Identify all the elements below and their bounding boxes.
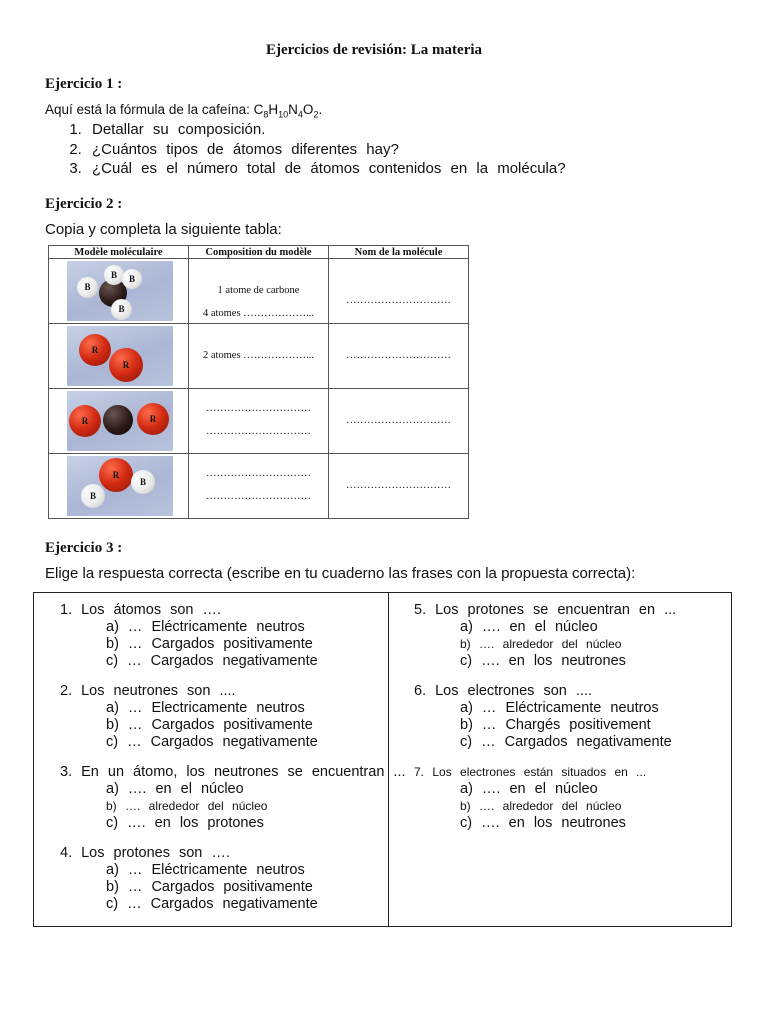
ex3-heading: Ejercicio 3 : — [45, 540, 123, 556]
quiz-option: a) … Eléctricamente neutros — [106, 862, 305, 878]
table-row — [49, 454, 469, 519]
composition-line: 4 atomes ………………... — [202, 308, 315, 319]
quiz-option: c) …. en los neutrones — [460, 653, 626, 669]
composition-line: ………………………… — [206, 468, 311, 479]
quiz-option: c) … Cargados negativamente — [106, 653, 318, 669]
atom-b: B — [131, 470, 155, 494]
methane-model-image — [67, 261, 173, 321]
molecule-model-cell — [49, 389, 189, 454]
caffeine-formula: $C_8H_{10}N_4O_2$. — [253, 102, 323, 120]
quiz-option: b) … Cargados positivamente — [106, 717, 313, 733]
triatomic-linear-model-image — [67, 391, 173, 451]
molecule-model-cell — [49, 324, 189, 389]
ex2-heading: Ejercicio 2 : — [45, 196, 123, 212]
quiz-option: a) …. en el núcleo — [106, 781, 244, 797]
bent-model-image — [67, 456, 173, 516]
quiz-option: c) …. en los neutrones — [460, 815, 626, 831]
name-cell — [329, 259, 469, 324]
ex3-instruction: Elige la respuesta correcta (escribe en tu cuaderno las frases con la propuesta correcta): — [45, 565, 636, 582]
ex1-question: 1. Detallar su composición. — [91, 120, 566, 140]
ex1-question: 3. ¿Cuál es el número total de átomos contenidos en la molécula? — [91, 159, 566, 179]
ex1-intro-text: Aquí está la fórmula de la cafeína: — [45, 102, 254, 117]
header-composition: Composition du modèle — [189, 246, 329, 259]
name-blank: ………………………… — [346, 295, 451, 306]
composition-line: ………………………… — [206, 426, 311, 437]
name-blank: ………………………… — [346, 415, 451, 426]
quiz-option: a) … Eléctricamente neutros — [460, 700, 659, 716]
molecule-model-cell — [49, 454, 189, 519]
page-title: Ejercicios de revisión: La materia — [265, 42, 483, 58]
quiz-option: b) …. alrededor del núcleo — [460, 637, 622, 651]
atom-r: R — [69, 405, 101, 437]
atom-b: B — [81, 484, 105, 508]
name-blank: ………………………… — [346, 480, 451, 491]
name-blank: ………………………… — [346, 350, 451, 361]
quiz-question: 2. Los neutrones son .... — [60, 683, 236, 699]
ex1-heading: Ejercicio 1 : — [45, 76, 123, 92]
composition-cell — [189, 389, 329, 454]
header-model: Modèle moléculaire — [49, 246, 189, 259]
ex1-question-list — [45, 120, 566, 179]
quiz-option: c) … Cargados negativamente — [460, 734, 672, 750]
diatomic-model-image — [67, 326, 173, 386]
table-row — [49, 324, 469, 389]
ex2-instruction: Copia y completa la siguiente tabla: — [45, 221, 282, 238]
quiz-question: 3. En un átomo, los neutrones se encuentran ... — [60, 764, 406, 780]
atom-b: B — [122, 269, 142, 289]
table-row — [49, 259, 469, 324]
atom-b: B — [111, 299, 132, 320]
table-header-row — [49, 246, 469, 259]
carbon-atom — [103, 405, 133, 435]
atom-b: B — [77, 277, 98, 298]
quiz-question: 5. Los protones se encuentran en ... — [414, 602, 677, 618]
quiz-option: a) …. en el núcleo — [460, 781, 598, 797]
composition-cell — [189, 259, 329, 324]
quiz-option: c) … Cargados negativamente — [106, 734, 318, 750]
quiz-option: b) …. alrededor del núcleo — [460, 799, 622, 813]
composition-cell — [189, 324, 329, 389]
composition-line: ………………………… — [206, 491, 311, 502]
quiz-question: 6. Los electrones son .... — [414, 683, 592, 699]
ex1-intro — [45, 102, 322, 120]
ex1-question: 2. ¿Cuántos tipos de átomos diferentes hay? — [91, 140, 566, 160]
atom-r: R — [137, 403, 169, 435]
quiz-option: c) … Cargados negativamente — [106, 896, 318, 912]
header-name: Nom de la molécule — [329, 246, 469, 259]
quiz-divider — [388, 592, 389, 927]
quiz-option: c) …. en los protones — [106, 815, 264, 831]
name-cell — [329, 389, 469, 454]
atom-b: B — [104, 265, 124, 285]
molecule-model-cell — [49, 259, 189, 324]
quiz-option: b) …. alrededor del núcleo — [106, 799, 268, 813]
name-cell — [329, 454, 469, 519]
composition-cell — [189, 454, 329, 519]
quiz-option: b) … Cargados positivamente — [106, 879, 313, 895]
quiz-question: 1. Los átomos son …. — [60, 602, 222, 618]
atom-r: R — [109, 348, 143, 382]
composition-line: 2 atomes ………………... — [202, 350, 315, 361]
atom-r: R — [79, 334, 111, 366]
atom-r: R — [99, 458, 133, 492]
molecule-table — [48, 245, 469, 519]
quiz-option: b) … Cargados positivamente — [106, 636, 313, 652]
quiz-option: a) … Electricamente neutros — [106, 700, 305, 716]
name-cell — [329, 324, 469, 389]
quiz-question: 4. Los protones son …. — [60, 845, 230, 861]
composition-line: 1 atome de carbone — [217, 285, 300, 296]
quiz-option: a) … Eléctricamente neutros — [106, 619, 305, 635]
composition-line: ………………………… — [206, 403, 311, 414]
table-row — [49, 389, 469, 454]
quiz-question: 7. Los electrones están situados en ... — [414, 765, 647, 779]
quiz-option: a) …. en el núcleo — [460, 619, 598, 635]
quiz-option: b) … Chargés positivement — [460, 717, 651, 733]
